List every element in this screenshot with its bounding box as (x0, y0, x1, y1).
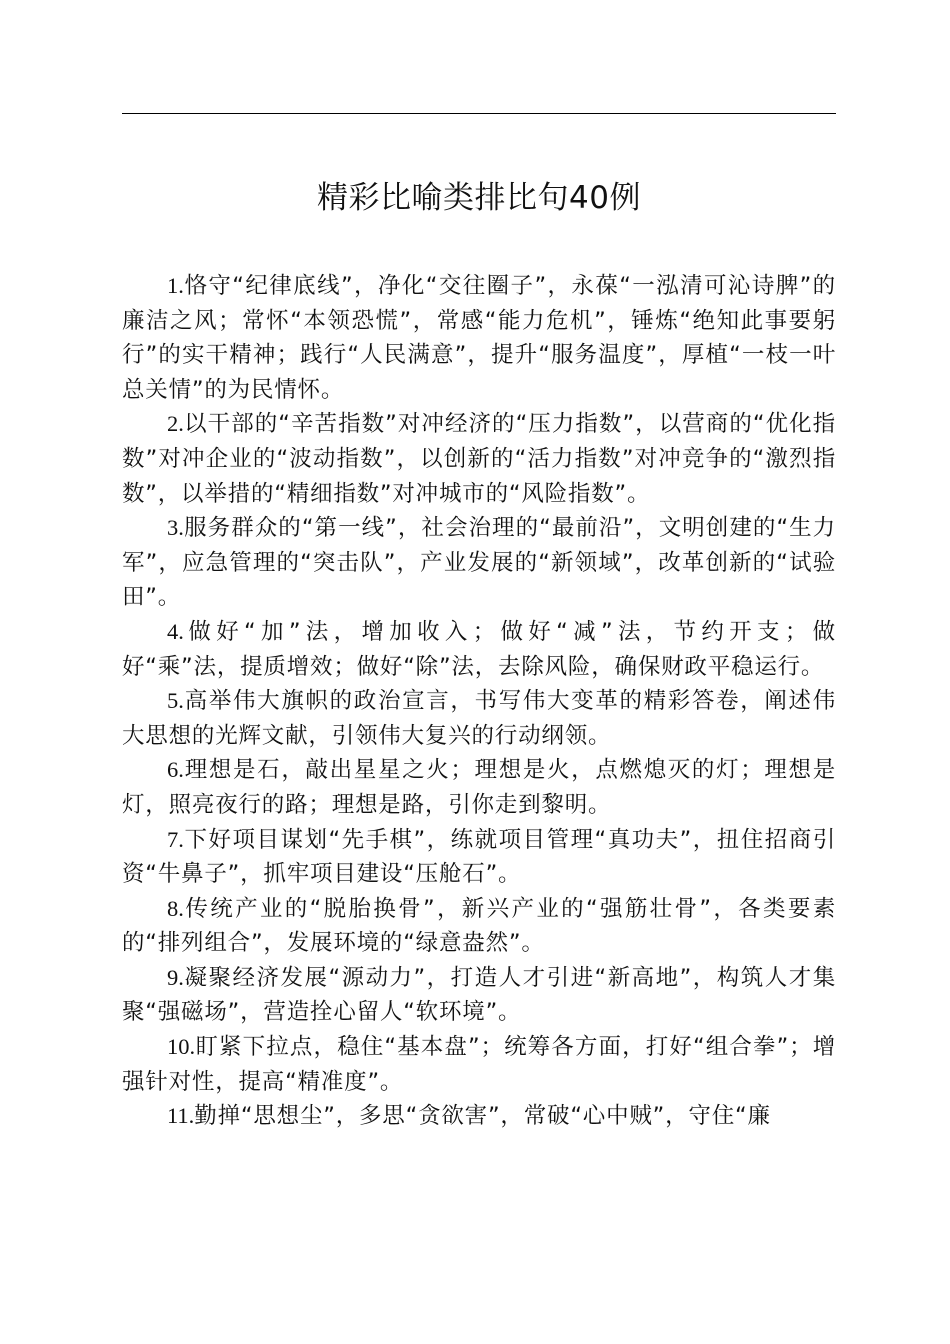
paragraph-6 (122, 753, 836, 822)
paragraph-10 (122, 1030, 836, 1099)
paragraph-2 (122, 407, 836, 511)
paragraph-9 (122, 961, 836, 1030)
item-number: 7. (167, 826, 184, 852)
item-number: 8. (167, 895, 184, 921)
item-number: 11. (167, 1103, 195, 1129)
paragraph-4 (122, 615, 836, 684)
item-number: 1. (167, 273, 184, 298)
paragraph-text: 凝聚经济发展“源动力”，打造人才引进“新高地”，构筑人才集聚“强磁场”，营造拴心留人“软环境”。 (122, 964, 836, 1026)
paragraph-8 (122, 892, 836, 961)
paragraph-text: 恪守“纪律底线”，净化“交往圈子”，永葆“一泓清可沁诗脾”的廉洁之风；常怀“本领恐慌”，常感“能力危机”，锤炼“绝知此事要躬行”的实干精神；践行“人民满意”，提升“服务温度”，厚植“一枝一叶总关情”的为民情怀。 (122, 273, 836, 403)
item-number: 5. (167, 688, 184, 714)
item-number: 9. (167, 964, 184, 990)
item-number: 6. (167, 757, 184, 783)
paragraph-text: 盯紧下拉点，稳住“基本盘”；统筹各方面，打好“组合拳”；增强针对性，提高“精准度”。 (122, 1034, 836, 1095)
item-number: 10. (167, 1034, 196, 1060)
document-body (122, 269, 836, 1134)
paragraph-text: 勤掸“思想尘”，多思“贪欲害”，常破“心中贼”，守住“廉 (194, 1103, 771, 1130)
paragraph-7 (122, 823, 836, 892)
paragraph-text: 下好项目谋划“先手棋”，练就项目管理“真功夫”，扭住招商引资“牛鼻子”，抓牢项目建设“压舱石”。 (122, 826, 836, 888)
paragraph-text: 以干部的“辛苦指数”对冲经济的“压力指数”，以营商的“优化指数”对冲企业的“波动指数”，以创新的“活力指数”对冲竞争的“激烈指数”，以举措的“精细指数”对冲城市的“风险指数”。 (122, 411, 836, 507)
item-number: 4. (167, 618, 184, 644)
page-title: 精彩比喻类排比句40例 (317, 180, 641, 216)
paragraph-11 (122, 1099, 836, 1134)
paragraph-text: 服务群众的“第一线”，社会治理的“最前沿”，文明创建的“生力军”，应急管理的“突击队”，产业发展的“新领域”，改革创新的“试验田”。 (122, 515, 836, 611)
paragraph-text: 传统产业的“脱胎换骨”，新兴产业的“强筋壮骨”，各类要素的“排列组合”，发展环境的“绿意盎然”。 (122, 895, 836, 957)
header-rule (122, 113, 836, 114)
paragraph-text: 做好“加”法，增加收入；做好“减”法，节约开支；做好“乘”法，提质增效；做好“除”法，去除风险，确保财政平稳运行。 (122, 618, 836, 680)
paragraph-text: 高举伟大旗帜的政治宣言，书写伟大变革的精彩答卷，阐述伟大思想的光辉文献，引领伟大复兴的行动纲领。 (122, 688, 836, 749)
item-number: 3. (167, 515, 184, 541)
paragraph-5 (122, 684, 836, 753)
paragraph-text: 理想是石，敲出星星之火；理想是火，点燃熄灭的灯；理想是灯，照亮夜行的路；理想是路，引你走到黎明。 (122, 757, 836, 818)
paragraph-3 (122, 511, 836, 615)
item-number: 2. (167, 411, 184, 437)
paragraph-1 (122, 269, 836, 407)
